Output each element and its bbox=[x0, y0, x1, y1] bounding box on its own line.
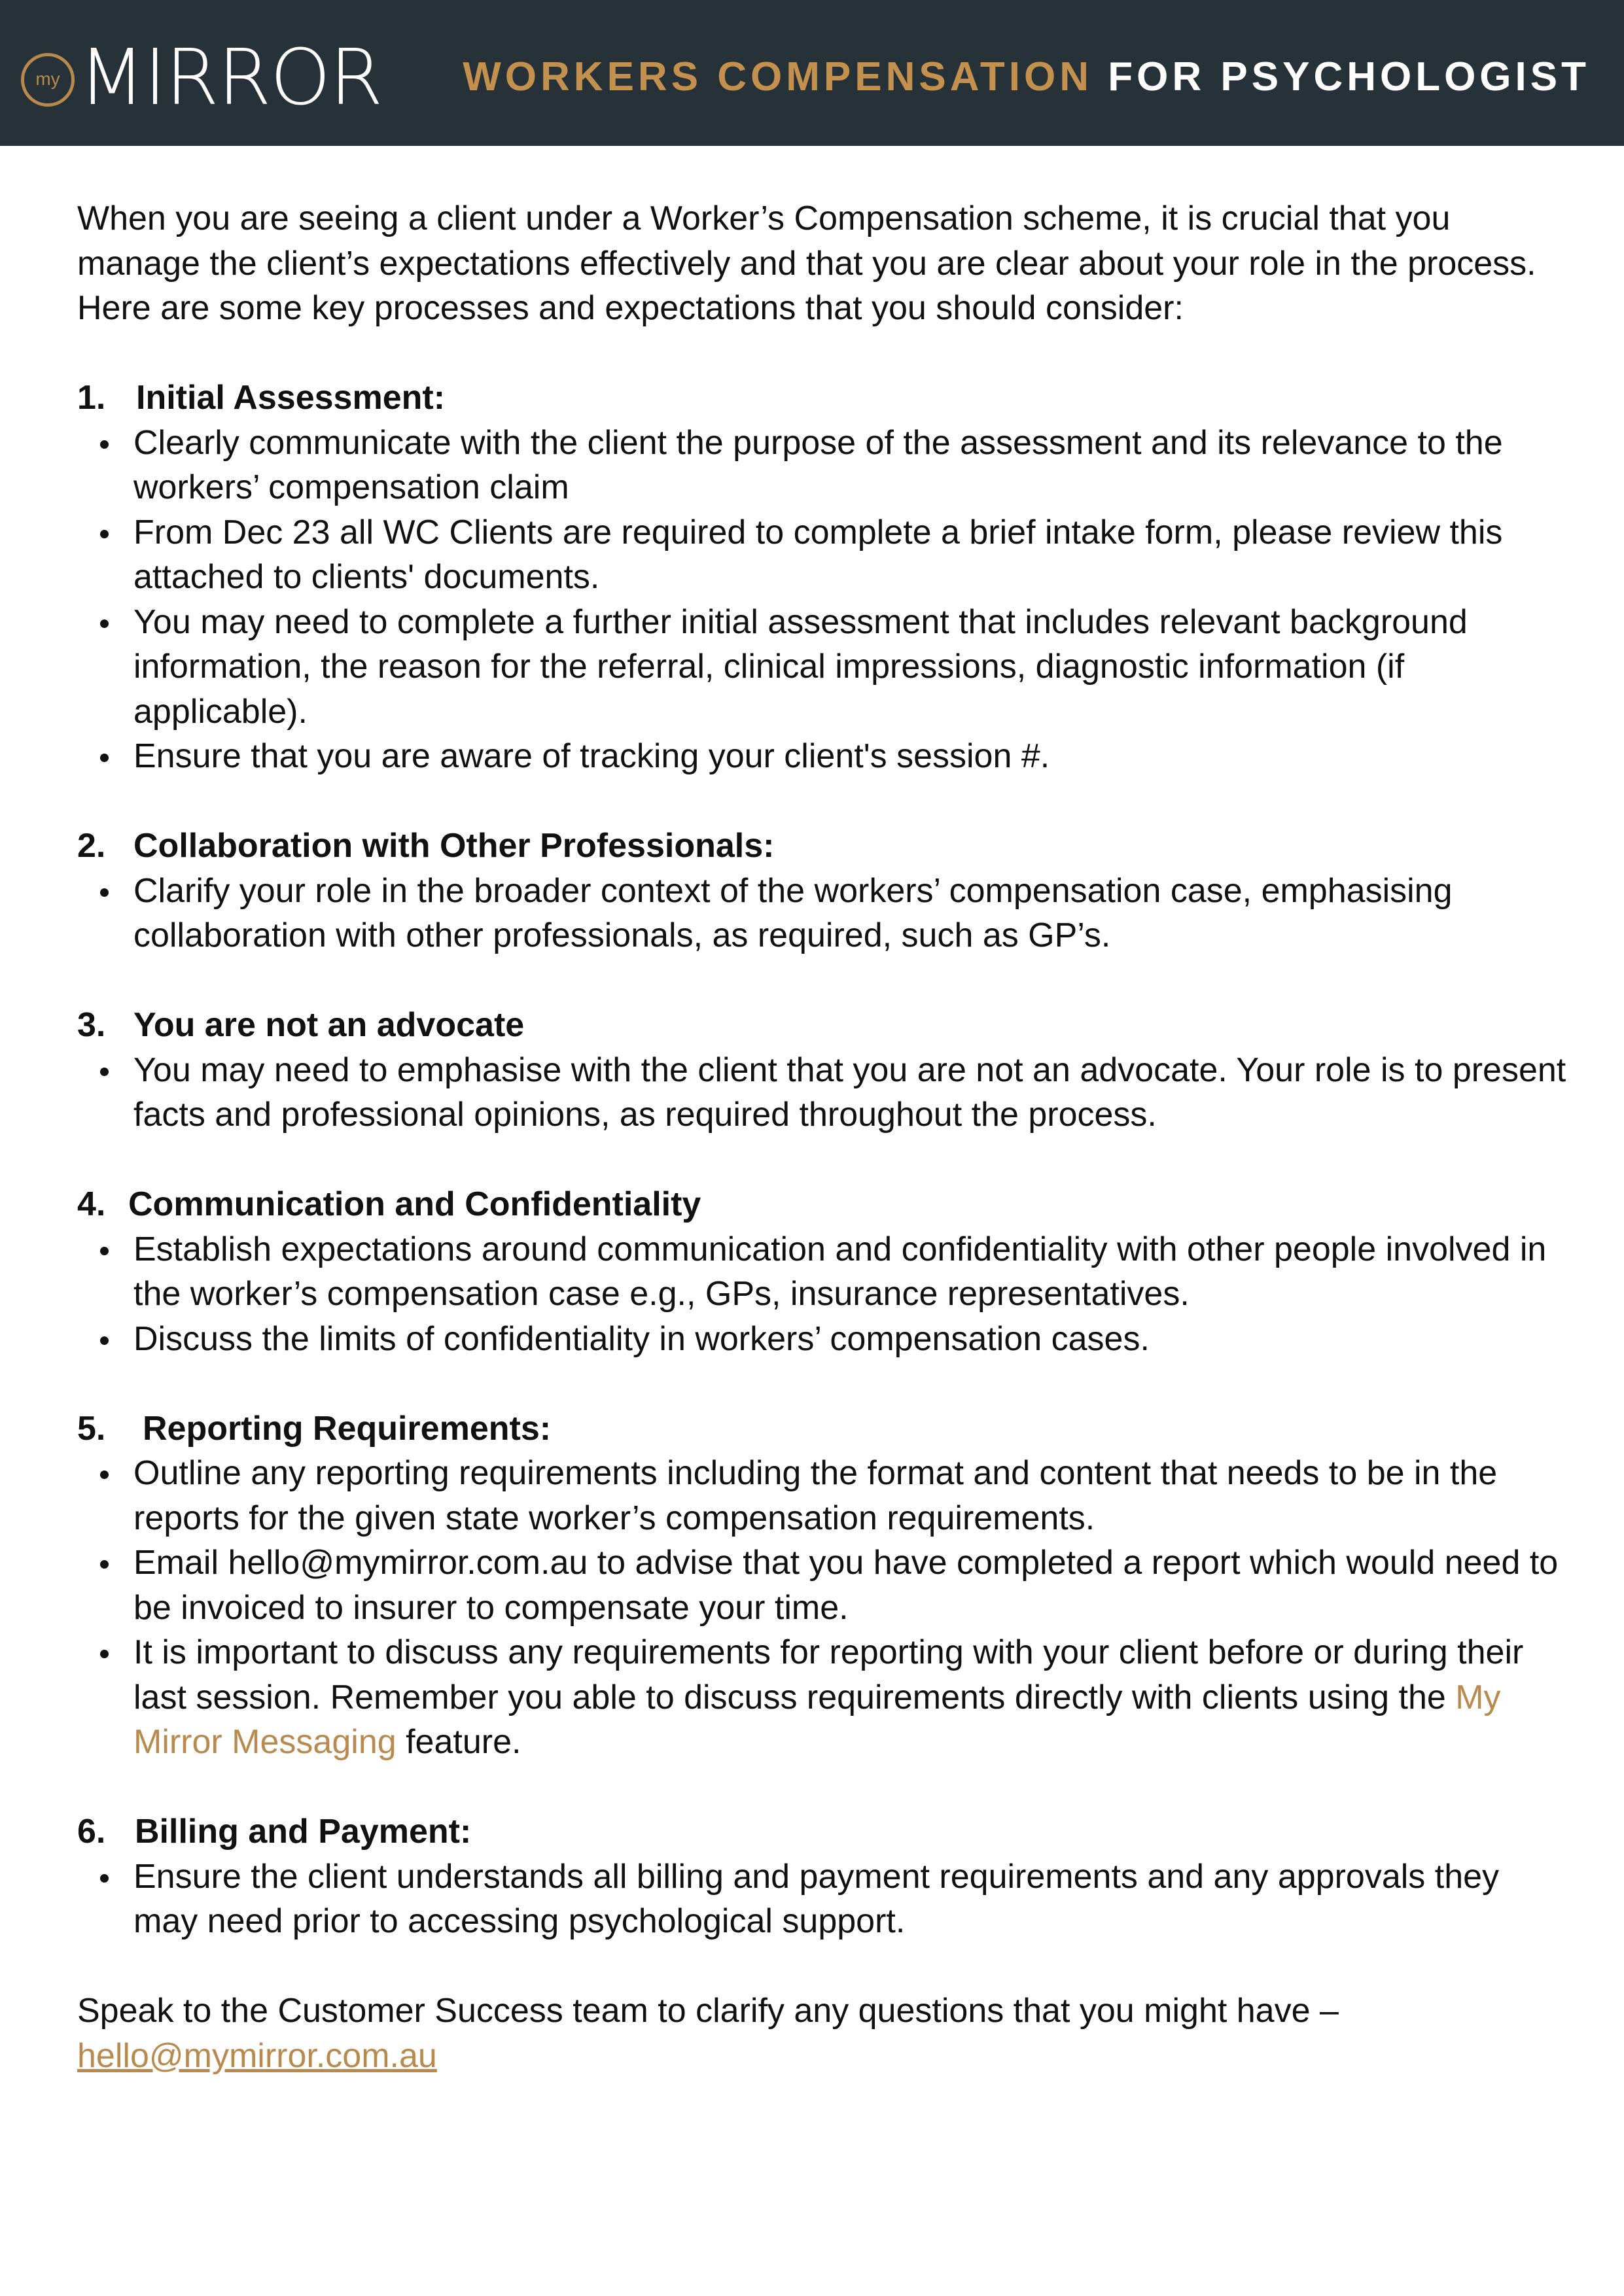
section-number: 3. bbox=[77, 1006, 106, 1044]
section-heading-2 bbox=[77, 824, 1569, 869]
my-mirror-messaging-link[interactable]: My Mirror Messaging bbox=[133, 1678, 1501, 1761]
section-title: You are not an advocate bbox=[133, 1006, 525, 1044]
logo-wordmark: MIRROR bbox=[79, 32, 382, 122]
footer-text: Speak to the Customer Success team to clarify any questions that you might have – bbox=[77, 1992, 1339, 2030]
footer-paragraph bbox=[77, 1989, 1569, 2078]
list-item: Ensure that you are aware of tracking your client's session #. bbox=[77, 734, 1569, 779]
section-5-list bbox=[77, 1451, 1569, 1765]
intro-paragraph: When you are seeing a client under a Worker’s Compensation scheme, it is crucial that you manage the client’s expectations effectively and that you are clear about your role in the process. Here are some key processes and expectations that you should consider: bbox=[77, 200, 1536, 327]
list-item-text: It is important to discuss any requirements for reporting with your client before or during their last session. Remember you able to discuss requirements directly with clients using the bbox=[133, 1633, 1524, 1716]
list-item: Clarify your role in the broader context of the workers’ compensation case, emphasising collaboration with other professionals, as required, such as GP’s. bbox=[77, 869, 1569, 958]
section-6-list bbox=[77, 1854, 1569, 1944]
section-2-list bbox=[77, 869, 1569, 958]
section-heading-6 bbox=[77, 1809, 1569, 1854]
document-body bbox=[77, 196, 1569, 2078]
section-heading-5 bbox=[77, 1406, 1569, 1452]
list-item: You may need to emphasise with the client that you are not an advocate. Your role is to present facts and professional opinions, as required throughout the process. bbox=[77, 1048, 1569, 1138]
page-header bbox=[0, 0, 1624, 146]
section-title: Communication and Confidentiality bbox=[128, 1185, 701, 1223]
section-1-list bbox=[77, 421, 1569, 779]
section-title: Initial Assessment: bbox=[136, 379, 446, 417]
list-item: From Dec 23 all WC Clients are required to complete a brief intake form, please review this attached to clients' documents. bbox=[77, 510, 1569, 600]
list-item: Email hello@mymirror.com.au to advise that you have completed a report which would need to be invoiced to insurer to compensate your time. bbox=[77, 1540, 1569, 1630]
list-item: Outline any reporting requirements including the format and content that needs to be in the reports for the given state worker’s compensation requirements. bbox=[77, 1451, 1569, 1540]
list-item-text: feature. bbox=[396, 1723, 521, 1761]
section-title: Billing and Payment: bbox=[135, 1813, 472, 1851]
title-main: FOR PSYCHOLOGIST bbox=[1108, 54, 1590, 99]
section-heading-3 bbox=[77, 1003, 1569, 1048]
section-heading-4 bbox=[77, 1182, 1569, 1227]
section-4-list bbox=[77, 1227, 1569, 1362]
list-item: Discuss the limits of confidentiality in workers’ compensation cases. bbox=[77, 1317, 1569, 1362]
mymirror-logo bbox=[21, 29, 387, 126]
section-title: Reporting Requirements: bbox=[143, 1409, 552, 1448]
logo-my-text: my bbox=[35, 69, 60, 89]
list-item: You may need to complete a further initial assessment that includes relevant background information, the reason for the referral, clinical impressions, diagnostic information (if applicable). bbox=[77, 600, 1569, 735]
contact-email-link[interactable]: hello@mymirror.com.au bbox=[77, 2036, 437, 2075]
section-number: 4. bbox=[77, 1185, 106, 1223]
document-title bbox=[463, 51, 1590, 103]
list-item: Ensure the client understands all billing and payment requirements and any approvals they may need prior to accessing psychological support. bbox=[77, 1854, 1569, 1944]
section-number: 6. bbox=[77, 1813, 106, 1851]
section-3-list bbox=[77, 1048, 1569, 1138]
section-number: 2. bbox=[77, 827, 106, 865]
section-number: 1. bbox=[77, 379, 106, 417]
list-item bbox=[77, 1630, 1569, 1765]
list-item: Clearly communicate with the client the purpose of the assessment and its relevance to the workers’ compensation claim bbox=[77, 421, 1569, 510]
title-accent: WORKERS COMPENSATION bbox=[463, 54, 1093, 99]
section-title: Collaboration with Other Professionals: bbox=[133, 827, 775, 865]
list-item: Establish expectations around communication and confidentiality with other people involved in the worker’s compensation case e.g., GPs, insurance representatives. bbox=[77, 1227, 1569, 1317]
section-number: 5. bbox=[77, 1409, 106, 1448]
section-heading-1 bbox=[77, 375, 1569, 421]
